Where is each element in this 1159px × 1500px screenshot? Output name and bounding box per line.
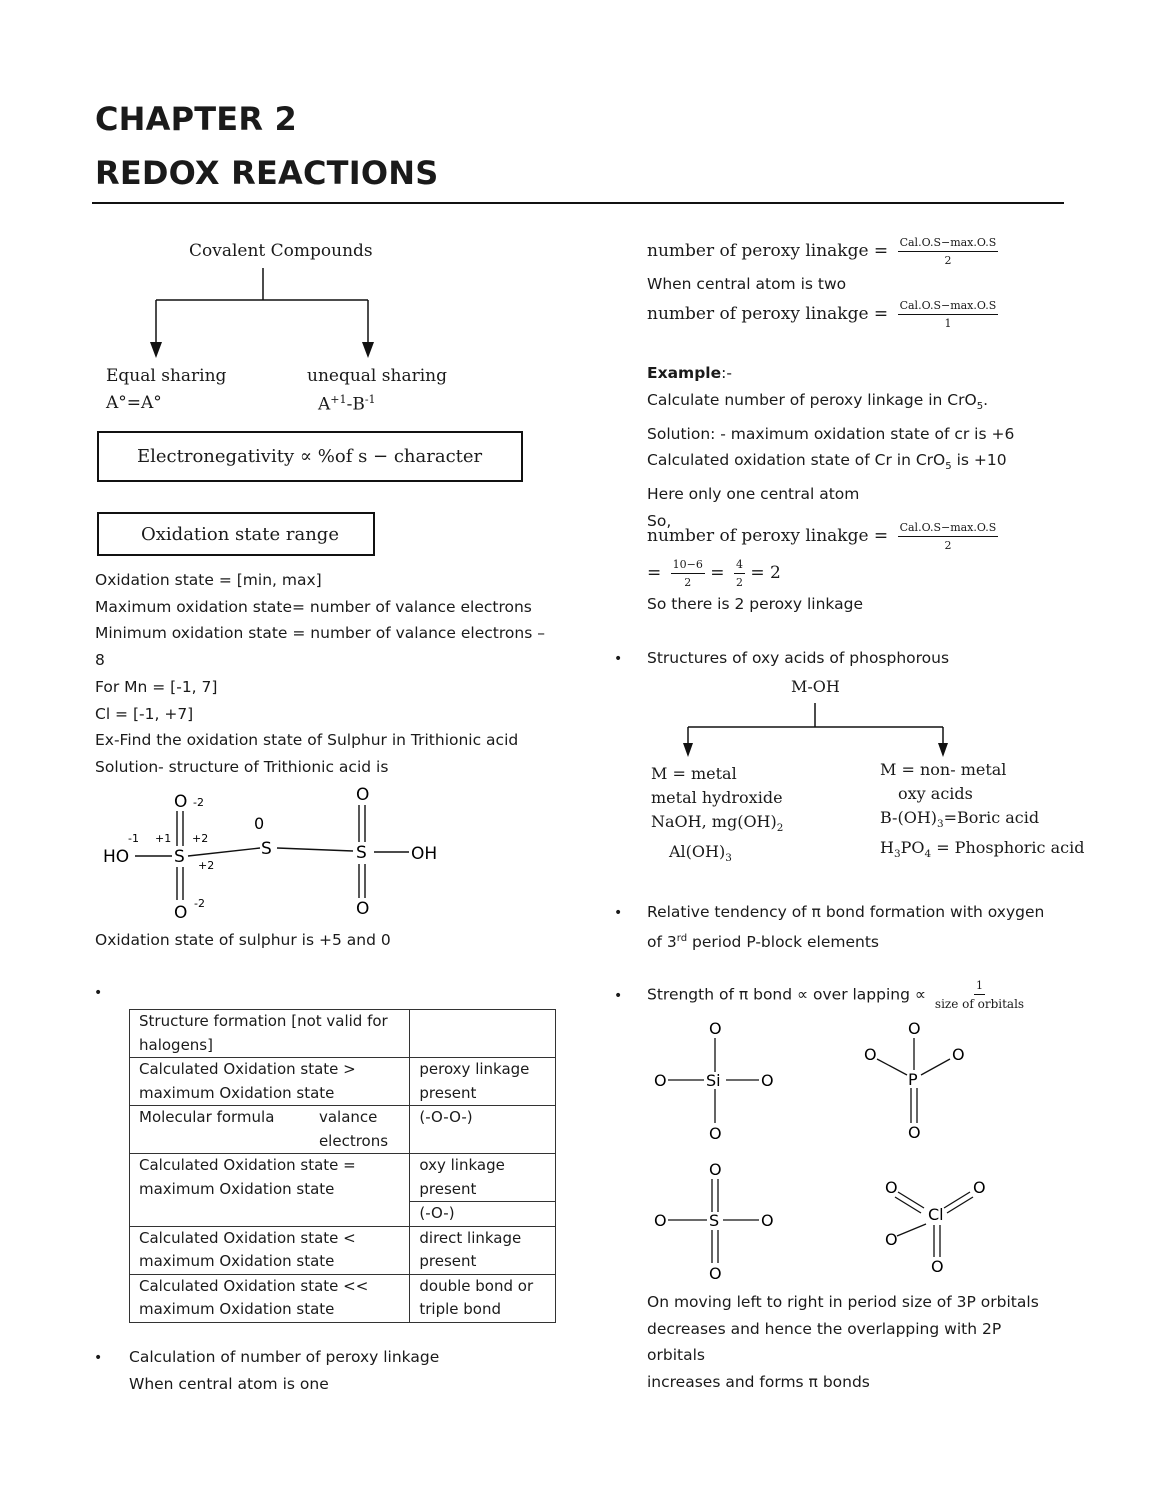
bullet: • xyxy=(94,1350,103,1366)
peroxy-formula-example xyxy=(647,521,998,552)
example-suffix: :- xyxy=(721,364,732,382)
fraction-numerator: 4 xyxy=(734,558,745,574)
result: = 2 xyxy=(750,563,781,583)
nonmetal-line: M = non- metal xyxy=(880,760,1007,779)
oxygen-atom: O xyxy=(654,1211,667,1230)
left-line: Cl = [-1, +7] xyxy=(95,704,194,723)
left-line: Solution- structure of Trithionic acid is xyxy=(95,757,389,776)
left-line: 8 xyxy=(95,651,105,670)
table-cell xyxy=(410,1010,556,1058)
metal-formula: Al(OH) xyxy=(669,842,726,862)
subscript: 3 xyxy=(893,848,901,861)
oxygen-atom: O xyxy=(908,1019,921,1038)
fraction-denominator: 2 xyxy=(735,576,743,589)
unequal-sharing-formula: $A^{+1}-B^{-1}$ xyxy=(318,393,376,415)
left-line: For Mn = [-1, 7] xyxy=(95,677,218,696)
oxygen-atom: O xyxy=(174,903,188,923)
oxyacids-bullet-text: Structures of oxy acids of phosphorous xyxy=(647,649,950,667)
peroxy-formula-two xyxy=(647,299,998,330)
oxygen-atom: O xyxy=(864,1045,877,1064)
oxygen-atom: O xyxy=(952,1045,965,1064)
oxyacids-tree-arrows xyxy=(680,703,955,761)
formula-lhs: number of peroxy linakge = xyxy=(647,304,889,324)
table-cell: (-O-) xyxy=(410,1202,556,1227)
chapter-title: REDOX REACTIONS xyxy=(95,154,439,192)
oxygen-atom: O xyxy=(709,1160,722,1179)
tree-root-label: Covalent Compounds xyxy=(189,241,373,261)
fraction-numerator: Cal.O.S−max.O.S xyxy=(898,521,999,537)
table-row xyxy=(130,1010,556,1058)
calc-text: Calculated oxidation state of Cr in CrO xyxy=(647,451,946,470)
nonmetal-line xyxy=(880,806,1084,836)
formula-fraction xyxy=(898,299,999,330)
fraction-numerator: Cal.O.S−max.O.S xyxy=(898,236,999,252)
paragraph-line: increases and forms π bonds xyxy=(647,1373,870,1392)
silicate-structure xyxy=(654,1019,774,1143)
oxygen-atom: O xyxy=(973,1178,986,1197)
paragraph-line: On moving left to right in period size of 3P orbitals xyxy=(647,1293,1039,1311)
chlorine-atom: Cl xyxy=(928,1205,944,1224)
text: Relative tendency of π bond formation with oxygen xyxy=(647,903,1045,921)
table-row xyxy=(130,1106,556,1154)
ho-group: HO xyxy=(103,847,130,867)
final-paragraph xyxy=(647,1289,1064,1396)
oxygen-atom: O xyxy=(931,1257,944,1276)
example-computation: = $\frac{10-6}{2}$ = $\frac{4}{2}$ = 2 xyxy=(647,558,781,589)
formula: PO xyxy=(900,838,925,858)
oxygen-atom: O xyxy=(174,792,188,812)
example-so: So, xyxy=(647,511,672,530)
fraction-denominator: size of orbitals xyxy=(934,997,1025,1011)
zero-charge-label: 0 xyxy=(254,814,265,833)
table-cell: valance electrons xyxy=(319,1106,410,1154)
oxygen-atom: O xyxy=(356,899,370,919)
bullet: • xyxy=(614,651,623,667)
table-cell: peroxy linkage present xyxy=(410,1058,556,1106)
metal-line: M = metal xyxy=(651,764,737,783)
formula-lhs: number of peroxy linakge = xyxy=(647,241,889,261)
unequal-sharing-label: unequal sharing xyxy=(307,366,447,386)
oxygen-atom: O xyxy=(908,1123,921,1142)
sulphur-conclusion: Oxidation state of sulphur is +5 and 0 xyxy=(95,931,391,949)
oxidation-range-text: Oxidation state range xyxy=(141,523,339,545)
table-cell: (-O-O-) xyxy=(410,1106,556,1154)
formula-name: = Phosphoric acid xyxy=(936,838,1085,858)
covalent-tree-arrows xyxy=(140,268,390,363)
sulphur-atom: S xyxy=(261,839,272,859)
nonmetal-line xyxy=(880,836,1084,866)
oxyanion-structures xyxy=(650,1015,1010,1285)
subscript: 3 xyxy=(937,818,944,831)
subscript: 3 xyxy=(725,852,732,865)
table-row xyxy=(130,1154,556,1202)
fraction xyxy=(671,558,705,589)
calc-text-end: is +10 xyxy=(951,451,1007,470)
header-divider xyxy=(92,202,1064,204)
paragraph-line: decreases and hence the overlapping with 2P orbitals xyxy=(647,1319,1002,1365)
metal-line xyxy=(651,810,783,840)
example-question xyxy=(647,387,1014,421)
peroxy-calc-bullet-text: Calculation of number of peroxy linkage xyxy=(129,1348,440,1366)
formula: H xyxy=(880,838,894,858)
formula-lhs: number of peroxy linakge = xyxy=(647,526,889,546)
left-line: Oxidation state = [min, max] xyxy=(95,571,322,589)
metal-line xyxy=(651,840,783,870)
superscript: rd xyxy=(676,932,688,944)
justified-line xyxy=(647,899,1064,926)
oxidation-range-box xyxy=(97,512,375,556)
phosphate-structure xyxy=(864,1019,965,1142)
question-subscript: 5 xyxy=(976,400,984,412)
example-conclusion: So there is 2 peroxy linkage xyxy=(647,595,863,613)
peroxy-formula-one xyxy=(647,236,998,267)
charge-label: +2 xyxy=(192,832,209,845)
oxygen-atom: O xyxy=(885,1178,898,1197)
fraction-numerator: 10−6 xyxy=(671,558,705,574)
electronegativity-box xyxy=(97,431,523,482)
fraction-denominator: 2 xyxy=(944,539,952,552)
pi-tendency-text xyxy=(647,899,1064,956)
sulphur-atom: S xyxy=(174,847,185,867)
example-one-central: Here only one central atom xyxy=(647,485,860,503)
text: period P-block elements xyxy=(687,932,879,951)
example-heading xyxy=(647,360,1014,387)
moh-root: M-OH xyxy=(791,677,840,696)
calc-subscript: 5 xyxy=(945,461,952,473)
oxygen-atom: O xyxy=(709,1019,722,1038)
central-atom-one: When central atom is one xyxy=(129,1375,329,1393)
question-end: . xyxy=(983,390,989,409)
formula-fraction xyxy=(898,521,999,552)
example-label: Example xyxy=(647,364,722,382)
metal-branch xyxy=(651,762,783,870)
metal-formula: NaOH, mg(OH) xyxy=(651,812,777,831)
left-text-block xyxy=(95,567,545,781)
fraction-denominator: 1 xyxy=(944,317,952,330)
table-cell: Calculated Oxidation state << maximum Oxidation state xyxy=(130,1274,410,1322)
table-row xyxy=(130,1226,556,1274)
trithionic-acid-structure xyxy=(95,780,455,925)
question-text: Calculate number of peroxy linkage in CrO xyxy=(647,390,977,409)
bullet: • xyxy=(614,905,623,921)
bullet: • xyxy=(94,985,103,1001)
fraction-numerator: Cal.O.S−max.O.S xyxy=(898,299,999,315)
left-line: Maximum oxidation state= number of valance electrons xyxy=(95,597,532,616)
fraction-numerator: 1 xyxy=(974,979,985,995)
left-line: Minimum oxidation state = number of valance electrons – xyxy=(95,624,545,643)
charge-label: +2 xyxy=(198,859,215,872)
table-cell: direct linkage present xyxy=(410,1226,556,1274)
bullet: • xyxy=(614,988,623,1004)
central-atom-two: When central atom is two xyxy=(647,275,847,293)
nonmetal-line: oxy acids xyxy=(898,784,973,803)
phosphorus-atom: P xyxy=(908,1070,918,1089)
equal-sharing-label: Equal sharing xyxy=(106,366,227,386)
text: Strength of π bond ∝ over lapping ∝ xyxy=(647,985,926,1004)
formula-name: =Boric acid xyxy=(943,808,1040,827)
text: of 3 xyxy=(647,932,677,951)
example-solution: Solution: - maximum oxidation state of cr is +6 xyxy=(647,424,1015,443)
chapter-number: CHAPTER 2 xyxy=(95,100,298,138)
equal-sharing-formula: A°=A° xyxy=(106,393,162,413)
oxygen-atom: O xyxy=(709,1264,722,1283)
oxidation-linkage-table xyxy=(129,1009,556,1323)
example-calculated xyxy=(647,447,1014,481)
table-cell: Calculated Oxidation state = maximum Oxidation state xyxy=(130,1154,410,1227)
sulphur-atom: S xyxy=(709,1211,720,1230)
charge-label: -2 xyxy=(193,796,204,809)
table-cell: oxy linkage present xyxy=(410,1154,556,1202)
pi-strength-line xyxy=(647,979,1024,1011)
charge-label: -1 xyxy=(128,832,139,845)
charge-label: +1 xyxy=(155,832,172,845)
oxygen-atom: O xyxy=(709,1124,722,1143)
metal-line: metal hydroxide xyxy=(651,788,783,807)
oxygen-atom: O xyxy=(356,785,370,805)
sulphate-structure xyxy=(654,1160,774,1283)
oxygen-atom: O xyxy=(885,1230,898,1249)
sulphur-atom: S xyxy=(356,843,367,863)
oh-group: OH xyxy=(411,844,438,864)
table-cell: double bond or triple bond xyxy=(410,1274,556,1322)
oxygen-atom: O xyxy=(761,1211,774,1230)
subscript: 2 xyxy=(776,822,784,835)
table-cell: Structure formation [not valid for halogens] xyxy=(130,1010,410,1058)
table-row xyxy=(130,1274,556,1322)
oxygen-atom: O xyxy=(761,1071,774,1090)
fraction xyxy=(734,558,745,589)
perchlorate-structure xyxy=(885,1178,986,1276)
silicon-atom: Si xyxy=(706,1071,721,1090)
table-row xyxy=(130,1058,556,1106)
fraction xyxy=(935,979,1024,1011)
fraction-denominator: 2 xyxy=(944,254,952,267)
formula: B-(OH) xyxy=(880,808,938,827)
line xyxy=(647,926,1064,956)
table-cell: Molecular formula xyxy=(130,1106,319,1154)
electronegativity-text: Electronegativity ∝ %of s − character xyxy=(137,446,483,467)
table-cell: Calculated Oxidation state < maximum Oxidation state xyxy=(130,1226,410,1274)
formula-fraction xyxy=(898,236,999,267)
nonmetal-branch xyxy=(880,758,1084,866)
example-block xyxy=(647,360,1014,534)
charge-label: -2 xyxy=(194,897,205,910)
table-cell: Calculated Oxidation state > maximum Oxidation state xyxy=(130,1058,410,1106)
fraction-denominator: 2 xyxy=(684,576,692,589)
oxygen-atom: O xyxy=(654,1071,667,1090)
left-line: Ex-Find the oxidation state of Sulphur in Trithionic acid xyxy=(95,731,519,750)
subscript: 4 xyxy=(924,848,932,861)
